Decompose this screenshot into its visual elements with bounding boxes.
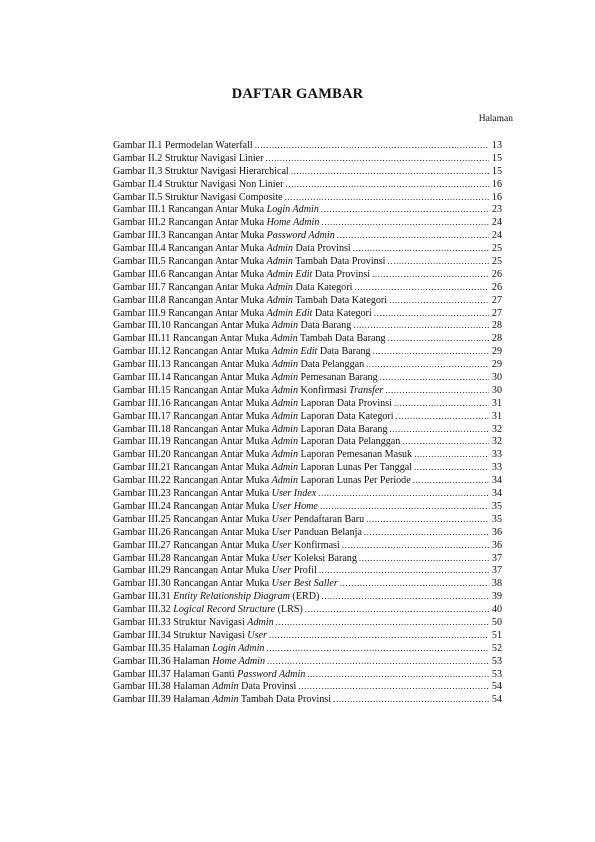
- italic-term: Password Admin: [266, 230, 335, 242]
- figure-list-item: [113, 332, 502, 345]
- caption-text: Gambar III.8 Rancangan Antar Muka: [113, 294, 267, 306]
- dot-leader: [285, 191, 489, 204]
- figure-caption: [113, 424, 387, 436]
- page-number: 30: [491, 384, 502, 396]
- caption-text: Laporan Pemesanan Masuk: [298, 449, 413, 461]
- italic-term: Admin: [266, 294, 293, 306]
- italic-term: User: [271, 539, 292, 551]
- caption-text: Gambar III.22 Rancangan Antar Muka: [113, 475, 272, 487]
- italic-term: Admin Edit: [266, 307, 313, 319]
- figure-caption: [113, 204, 319, 216]
- italic-term: Admin: [271, 475, 299, 487]
- figure-list-item: [113, 410, 502, 423]
- figure-list-item: [113, 358, 502, 371]
- figure-list-item: [113, 371, 502, 384]
- figure-caption: [113, 179, 283, 191]
- page-number: 36: [491, 526, 502, 538]
- caption-text: Gambar III.3 Rancangan Antar Muka: [113, 230, 267, 242]
- caption-text: Gambar III.2 Rancangan Antar Muka: [113, 217, 267, 229]
- caption-text: Gambar III.13 Rancangan Antar Muka: [113, 359, 272, 371]
- figure-list-item: [113, 461, 502, 474]
- caption-text: Gambar II.4 Struktur Navigasi Non Linier: [113, 178, 284, 190]
- page-number: 16: [491, 191, 502, 203]
- caption-text: Gambar III.30 Rancangan Antar Muka: [113, 578, 272, 590]
- figure-caption: [113, 694, 331, 706]
- caption-text: Gambar III.35 Halaman: [113, 642, 213, 654]
- page-number: 52: [491, 642, 502, 654]
- italic-term: Admin: [271, 462, 299, 474]
- page-number: 15: [491, 152, 502, 164]
- caption-text: (ERD): [289, 591, 320, 603]
- page-number: 35: [491, 513, 502, 525]
- italic-term: Admin: [212, 681, 239, 693]
- figure-list-item: [113, 294, 502, 307]
- italic-term: User: [271, 513, 292, 525]
- page-number: 36: [491, 539, 502, 551]
- caption-text: Gambar III.28 Rancangan Antar Muka: [113, 552, 272, 564]
- italic-term: Admin: [266, 243, 293, 255]
- caption-text: Gambar II.2 Struktur Navigasi Linier: [113, 152, 264, 164]
- figure-list-item: [113, 307, 502, 320]
- dot-leader: [291, 165, 489, 178]
- figure-list: [113, 139, 502, 706]
- figure-caption: [113, 140, 253, 152]
- page-number: 15: [491, 165, 502, 177]
- page-number: 24: [491, 230, 502, 242]
- caption-text: Gambar II.1 Permodelan Waterfall: [113, 140, 253, 151]
- dot-leader: [359, 552, 489, 565]
- figure-caption: [113, 604, 303, 616]
- dot-leader: [389, 423, 489, 436]
- page-number: 31: [491, 410, 502, 422]
- figure-list-item: [113, 642, 502, 655]
- dot-leader: [354, 281, 489, 294]
- italic-term: User Index: [271, 488, 317, 500]
- caption-text: Gambar II.5 Struktur Navigasi Composite: [113, 191, 283, 203]
- caption-text: Gambar III.17 Rancangan Antar Muka: [113, 410, 272, 422]
- italic-term: Admin: [271, 449, 299, 461]
- page-number: 30: [491, 372, 502, 384]
- figure-caption: [113, 669, 305, 681]
- dot-leader: [320, 500, 489, 513]
- dot-leader: [414, 461, 489, 474]
- page-number: 35: [491, 500, 502, 512]
- page-number: 51: [491, 629, 502, 641]
- italic-term: User Best Saller: [271, 578, 338, 590]
- italic-term: Admin: [271, 359, 299, 371]
- caption-text: Gambar III.25 Rancangan Antar Muka: [113, 513, 272, 525]
- page-number: 33: [491, 462, 502, 474]
- italic-term: Admin Edit: [271, 346, 318, 358]
- dot-leader: [266, 152, 489, 165]
- figure-caption: [113, 192, 283, 204]
- figure-caption: [113, 295, 387, 307]
- page-number: 54: [491, 694, 502, 706]
- dot-leader: [387, 255, 489, 268]
- italic-term: Admin: [247, 616, 274, 628]
- figure-list-item: [113, 423, 502, 436]
- page-number: 54: [491, 681, 502, 693]
- figure-caption: [113, 398, 392, 410]
- caption-text: Konfirmasi: [298, 384, 350, 396]
- caption-text: Data Barang: [298, 320, 352, 332]
- figure-caption: [113, 346, 371, 358]
- caption-text: Gambar III.32: [113, 604, 174, 616]
- caption-text: Laporan Data Barang: [298, 423, 388, 435]
- figure-list-item: [113, 255, 502, 268]
- page-number: 26: [491, 281, 502, 293]
- page-number: 25: [491, 256, 502, 268]
- figure-caption: [113, 243, 351, 255]
- figure-caption: [113, 333, 386, 345]
- figure-list-item: [113, 345, 502, 358]
- page-number: 34: [491, 475, 502, 487]
- figure-list-item: [113, 680, 502, 693]
- figure-list-item: [113, 693, 502, 706]
- caption-text: Gambar III.14 Rancangan Antar Muka: [113, 372, 272, 384]
- caption-text: (LRS): [275, 604, 303, 616]
- caption-text: Gambar III.12 Rancangan Antar Muka: [113, 346, 272, 358]
- page-number: 32: [491, 436, 502, 448]
- figure-list-item: [113, 539, 502, 552]
- figure-list-item: [113, 152, 502, 165]
- caption-text: Gambar III.11 Rancangan Antar Muka: [113, 333, 272, 345]
- caption-text: Data Provinsi: [312, 268, 371, 280]
- figure-list-item: [113, 500, 502, 513]
- figure-list-item: [113, 616, 502, 629]
- caption-text: Laporan Data Pelanggan: [298, 436, 401, 448]
- dot-leader: [374, 307, 489, 320]
- page-number: 29: [491, 346, 502, 358]
- dot-leader: [266, 642, 489, 655]
- caption-text: Tambah Data Barang: [297, 333, 386, 345]
- caption-text: Pemesanan Barang: [298, 372, 378, 384]
- figure-caption: [113, 514, 364, 526]
- caption-text: Gambar II.3 Struktur Navigasi Hierarchical: [113, 165, 289, 177]
- dot-leader: [364, 526, 489, 539]
- figure-list-item: [113, 513, 502, 526]
- figure-list-item: [113, 474, 502, 487]
- caption-text: Data Barang: [317, 346, 371, 358]
- figure-list-item: [113, 577, 502, 590]
- page-number: 33: [491, 449, 502, 461]
- figure-caption: [113, 256, 385, 268]
- dot-leader: [340, 577, 489, 590]
- caption-text: Gambar III.26 Rancangan Antar Muka: [113, 526, 272, 538]
- dot-leader: [414, 448, 489, 461]
- figure-list-item: [113, 281, 502, 294]
- caption-text: Tambah Data Provinsi: [292, 256, 386, 268]
- page-number: 13: [491, 140, 502, 151]
- dot-leader: [321, 203, 489, 216]
- caption-text: Laporan Lunas Per Periode: [298, 475, 411, 487]
- dot-leader: [319, 564, 489, 577]
- page-number: 31: [491, 397, 502, 409]
- caption-text: Gambar III.36 Halaman: [113, 655, 213, 667]
- figure-list-item: [113, 435, 502, 448]
- page-number: 32: [491, 423, 502, 435]
- page-number: 24: [491, 217, 502, 229]
- italic-term: Admin: [271, 372, 299, 384]
- caption-text: Gambar III.4 Rancangan Antar Muka: [113, 243, 267, 255]
- caption-text: Gambar III.38 Halaman: [113, 681, 213, 693]
- dot-leader: [337, 229, 489, 242]
- figure-list-item: [113, 191, 502, 204]
- page-number: 37: [491, 565, 502, 577]
- italic-term: Admin: [266, 256, 293, 268]
- caption-text: Gambar III.5 Rancangan Antar Muka: [113, 256, 267, 268]
- figure-list-item: [113, 397, 502, 410]
- figure-list-item: [113, 603, 502, 616]
- figure-caption: [113, 411, 394, 423]
- page-number: 37: [491, 552, 502, 564]
- caption-text: Gambar III.7 Rancangan Antar Muka: [113, 281, 267, 293]
- italic-term: Admin: [271, 397, 299, 409]
- caption-text: Konfirmasi: [291, 539, 340, 551]
- figure-list-item: [113, 242, 502, 255]
- figure-list-item: [113, 590, 502, 603]
- figure-list-item: [113, 229, 502, 242]
- dot-leader: [255, 139, 489, 152]
- dot-leader: [318, 487, 489, 500]
- figure-caption: [113, 488, 316, 500]
- figure-list-item: [113, 216, 502, 229]
- italic-term: Home Admin: [266, 217, 320, 229]
- caption-text: Gambar III.15 Rancangan Antar Muka: [113, 384, 272, 396]
- figure-list-item: [113, 165, 502, 178]
- italic-term: Transfer: [349, 384, 384, 396]
- page-number: 34: [491, 488, 502, 500]
- dot-leader: [389, 294, 489, 307]
- figure-caption: [113, 578, 338, 590]
- dot-leader: [413, 474, 489, 487]
- figure-caption: [113, 372, 378, 384]
- page-column-label: Halaman: [478, 114, 513, 124]
- caption-text: Gambar III.19 Rancangan Antar Muka: [113, 436, 272, 448]
- dot-leader: [394, 397, 489, 410]
- figure-caption: [113, 553, 357, 565]
- page-number: 39: [491, 591, 502, 603]
- dot-leader: [380, 371, 489, 384]
- page-number: 23: [491, 204, 502, 216]
- caption-text: Data Provinsi: [238, 681, 297, 693]
- page-number: 40: [491, 604, 502, 616]
- caption-text: Gambar III.9 Rancangan Antar Muka: [113, 307, 267, 319]
- figure-caption: [113, 153, 264, 165]
- caption-text: Gambar III.1 Rancangan Antar Muka: [113, 204, 267, 216]
- figure-list-item: [113, 629, 502, 642]
- italic-term: Login Admin: [266, 204, 319, 216]
- page-number: 26: [491, 268, 502, 280]
- figure-caption: [113, 656, 265, 668]
- figure-list-item: [113, 526, 502, 539]
- dot-leader: [396, 410, 489, 423]
- dot-leader: [353, 319, 489, 332]
- caption-text: Data Provinsi: [292, 243, 351, 255]
- dot-leader: [402, 435, 489, 448]
- figure-caption: [113, 217, 319, 229]
- dot-leader: [366, 358, 489, 371]
- italic-term: Admin: [271, 320, 299, 332]
- dot-leader: [276, 616, 489, 629]
- figure-list-item: [113, 448, 502, 461]
- figure-caption: [113, 475, 411, 487]
- figure-caption: [113, 282, 352, 294]
- caption-text: Data Pelanggan: [298, 359, 365, 371]
- caption-text: Gambar III.29 Rancangan Antar Muka: [113, 565, 272, 577]
- italic-term: User: [247, 629, 267, 641]
- figure-list-item: [113, 139, 502, 152]
- figure-list-item: [113, 203, 502, 216]
- caption-text: Tambah Data Provinsi: [238, 694, 332, 706]
- caption-text: Koleksi Barang: [291, 552, 357, 564]
- dot-leader: [353, 242, 489, 255]
- caption-text: Data Kategori: [292, 281, 353, 293]
- italic-term: User: [271, 526, 292, 538]
- italic-term: Admin: [271, 384, 299, 396]
- caption-text: Gambar III.20 Rancangan Antar Muka: [113, 449, 272, 461]
- caption-text: Gambar III.27 Rancangan Antar Muka: [113, 539, 272, 551]
- page-number: 28: [491, 320, 502, 332]
- italic-term: Admin: [271, 410, 299, 422]
- figure-list-item: [113, 319, 502, 332]
- italic-term: Admin: [271, 333, 298, 345]
- figure-caption: [113, 565, 317, 577]
- italic-term: User: [271, 552, 292, 564]
- dot-leader: [285, 178, 489, 191]
- dot-leader: [307, 668, 489, 681]
- italic-term: Admin: [212, 694, 239, 706]
- italic-term: Logical Record Structure: [173, 604, 276, 616]
- caption-text: Gambar III.21 Rancangan Antar Muka: [113, 462, 272, 474]
- dot-leader: [385, 384, 489, 397]
- figure-list-item: [113, 178, 502, 191]
- page-number: 16: [491, 178, 502, 190]
- dot-leader: [388, 332, 489, 345]
- page-number: 38: [491, 578, 502, 590]
- italic-term: Admin: [266, 281, 293, 293]
- dot-leader: [305, 603, 489, 616]
- dot-leader: [372, 268, 489, 281]
- italic-term: Home Admin: [212, 655, 266, 667]
- figure-caption: [113, 359, 364, 371]
- dot-leader: [366, 513, 489, 526]
- dot-leader: [321, 590, 489, 603]
- dot-leader: [269, 629, 489, 642]
- figure-caption: [113, 166, 289, 178]
- caption-text: Profil: [291, 565, 317, 577]
- figure-list-item: [113, 487, 502, 500]
- italic-term: User: [271, 565, 292, 577]
- figure-caption: [113, 436, 400, 448]
- caption-text: Tambah Data Kategori: [292, 294, 388, 306]
- figure-caption: [113, 320, 351, 332]
- italic-term: Admin: [271, 423, 299, 435]
- figure-caption: [113, 591, 319, 603]
- caption-text: Gambar III.16 Rancangan Antar Muka: [113, 397, 272, 409]
- page-number: 29: [491, 359, 502, 371]
- dot-leader: [298, 680, 489, 693]
- figure-list-item: [113, 552, 502, 565]
- figure-caption: [113, 385, 383, 397]
- figure-caption: [113, 501, 318, 513]
- page-number: 53: [491, 668, 502, 680]
- caption-text: Gambar III.10 Rancangan Antar Muka: [113, 320, 272, 332]
- italic-term: Login Admin: [212, 642, 265, 654]
- italic-term: Admin Edit: [266, 268, 313, 280]
- caption-text: Laporan Data Kategori: [298, 410, 394, 422]
- figure-caption: [113, 617, 274, 629]
- figure-list-item: [113, 384, 502, 397]
- italic-term: Admin: [271, 436, 299, 448]
- page-number: 27: [491, 307, 502, 319]
- italic-term: Entity Relationship Diagram: [173, 591, 290, 603]
- dot-leader: [342, 539, 489, 552]
- figure-list-item: [113, 668, 502, 681]
- caption-text: Data Kategori: [312, 307, 372, 319]
- caption-text: Laporan Lunas Per Tanggal: [298, 462, 413, 474]
- figure-caption: [113, 540, 340, 552]
- page-title: DAFTAR GAMBAR: [231, 86, 364, 102]
- caption-text: Gambar III.34 Struktur Navigasi: [113, 629, 248, 641]
- dot-leader: [321, 216, 489, 229]
- figure-list-item: [113, 564, 502, 577]
- figure-caption: [113, 269, 370, 281]
- caption-text: Gambar III.23 Rancangan Antar Muka: [113, 488, 272, 500]
- page-number: 25: [491, 243, 502, 255]
- caption-text: Gambar III.6 Rancangan Antar Muka: [113, 268, 267, 280]
- figure-caption: [113, 449, 412, 461]
- italic-term: User Home: [271, 500, 318, 512]
- caption-text: Gambar III.31: [113, 591, 174, 603]
- dot-leader: [373, 345, 489, 358]
- italic-term: Password Admin: [237, 668, 306, 680]
- figure-list-item: [113, 655, 502, 668]
- caption-text: Gambar III.37 Halaman Ganti: [113, 668, 238, 680]
- caption-text: Gambar III.24 Rancangan Antar Muka: [113, 500, 272, 512]
- caption-text: Pendaftaran Baru: [291, 513, 365, 525]
- figure-list-item: [113, 268, 502, 281]
- figure-caption: [113, 462, 412, 474]
- caption-text: Gambar III.33 Struktur Navigasi: [113, 616, 248, 628]
- page-number: 27: [491, 294, 502, 306]
- figure-caption: [113, 308, 372, 320]
- caption-text: Gambar III.18 Rancangan Antar Muka: [113, 423, 272, 435]
- caption-text: Laporan Data Provinsi: [298, 397, 392, 409]
- figure-caption: [113, 681, 296, 693]
- figure-caption: [113, 230, 335, 242]
- page-number: 28: [491, 333, 502, 345]
- dot-leader: [267, 655, 489, 668]
- page-number: 53: [491, 655, 502, 667]
- figure-caption: [113, 630, 267, 642]
- caption-text: Panduan Belanja: [291, 526, 362, 538]
- figure-caption: [113, 527, 362, 539]
- caption-text: Gambar III.39 Halaman: [113, 694, 213, 706]
- dot-leader: [333, 693, 489, 706]
- figure-caption: [113, 643, 264, 655]
- page-number: 50: [491, 616, 502, 628]
